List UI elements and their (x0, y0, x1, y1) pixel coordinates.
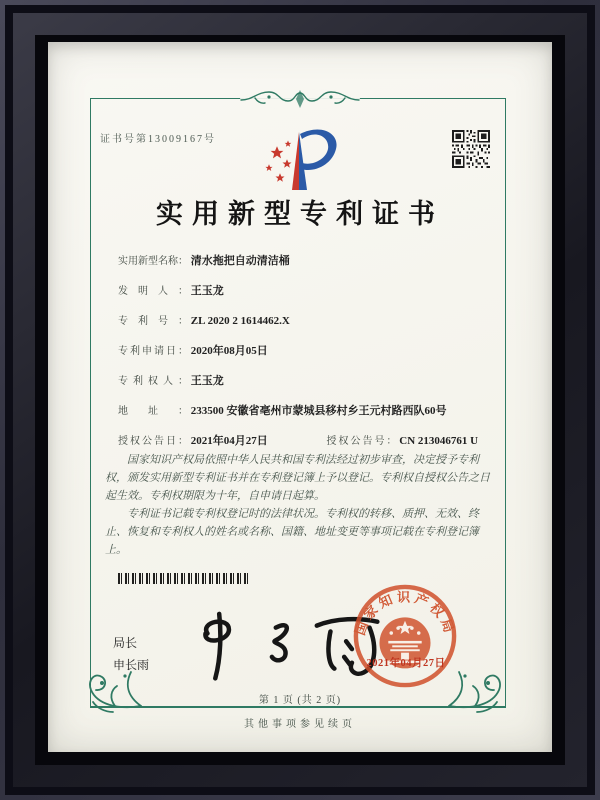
director-name: 申长雨 (113, 658, 150, 672)
border-flourish-icon (225, 86, 375, 112)
legal-paragraph: 国家知识产权局依照中华人民共和国专利法经过初步审查，决定授予专利权，颁发实用新型专利证书并在专利登记簿上予以登记。专利权自授权公告之日起生效。专利权期限为十年，自申请日起算。 (105, 454, 490, 502)
certificate-paper (48, 42, 552, 752)
legal-paragraph: 专利证书记载专利权登记时的法律状况。专利权的转移、质押、无效、终止、恢复和专利权人的姓名或名称、国籍、地址变更等事项记载在专利登记簿上。 (105, 508, 479, 556)
corner-flourish-icon (81, 662, 143, 716)
seal-date: 2021年04月27日 (366, 658, 446, 669)
cnipa-logo-icon (256, 126, 348, 196)
field-row-invention-name (118, 252, 290, 268)
field-row-patent-number (118, 312, 290, 327)
footer-note: 其他事项参见续页 (244, 719, 356, 730)
field-value: ZL 2020 2 1614462.X (190, 315, 290, 327)
field-value: CN 213046761 U (399, 435, 479, 447)
field-label: 授权公告日： (118, 436, 188, 447)
official-seal (351, 582, 459, 690)
field-row-patentee (118, 372, 224, 388)
field-label: 发明人： (118, 286, 188, 297)
field-label: 地址： (118, 406, 188, 417)
seal-text: 国家知识产权局 (352, 589, 458, 638)
field-row-inventor (118, 282, 224, 298)
corner-flourish-icon (447, 662, 509, 716)
field-value: 2020年08月05日 (190, 345, 268, 357)
field-row-address (118, 402, 447, 418)
certificate-number: 证书号第13009167号 (100, 134, 216, 145)
field-label: 专利权人： (118, 376, 188, 387)
field-value: 清水拖把自动清洁桶 (190, 255, 290, 267)
field-value: 王玉龙 (190, 285, 224, 297)
field-row-grant (118, 432, 478, 448)
field-label: 实用新型名称： (118, 256, 188, 267)
field-value: 王玉龙 (190, 375, 224, 387)
qr-code (452, 130, 490, 168)
director-label: 局长 (113, 636, 138, 650)
barcode (118, 573, 250, 584)
field-value: 2021年04月27日 (190, 435, 268, 447)
field-label: 专利申请日： (118, 346, 188, 357)
field-label: 专利号： (118, 316, 188, 327)
field-row-filing-date (118, 342, 268, 358)
page-number: 第 1 页 (共 2 页) (258, 695, 342, 706)
certificate-title: 实用新型专利证书 (156, 199, 444, 229)
legal-text (105, 451, 497, 559)
field-value: 233500 安徽省亳州市蒙城县移村乡王元村路西队60号 (190, 405, 447, 417)
field-label: 授权公告号： (326, 436, 397, 447)
